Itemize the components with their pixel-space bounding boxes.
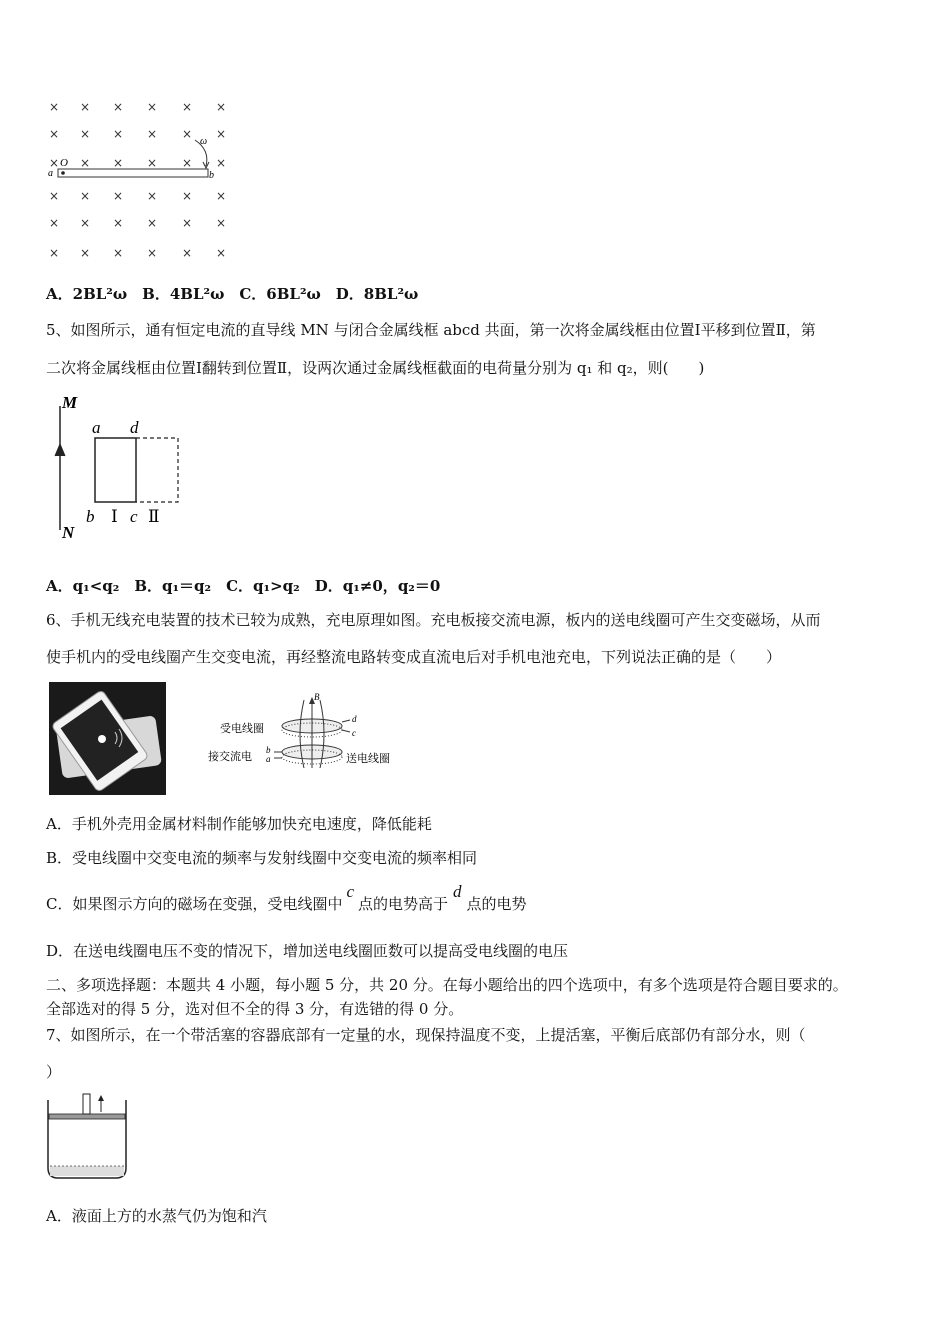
coil-diagram: [200, 690, 400, 780]
field-cross: ×: [147, 216, 158, 230]
field-cross: ×: [147, 100, 158, 114]
field-cross: ×: [113, 246, 124, 260]
q5-options: A．q₁<q₂ B．q₁＝q₂ C．q₁>q₂ D．q₁≠0，q₂＝0: [46, 577, 441, 595]
field-cross: ×: [182, 156, 193, 170]
label-a: a: [266, 754, 271, 764]
q6-stem-line1: 6、手机无线充电装置的技术已较为成熟，充电原理如图。充电板接交流电源，板内的送电线圈可产生交变磁场，从而: [46, 611, 821, 629]
wire-frame-figure: [50, 388, 200, 548]
up-arrow: [98, 1095, 104, 1101]
q6-option-c: [46, 882, 527, 914]
piston-rod: [83, 1094, 90, 1114]
label-d: d: [130, 418, 139, 437]
field-cross: ×: [182, 246, 193, 260]
field-cross: ×: [216, 246, 227, 260]
label-receive-coil: 受电线圈: [220, 722, 264, 735]
field-cross: ×: [49, 156, 60, 170]
field-cross: ×: [113, 127, 124, 141]
label-b: b: [86, 507, 95, 526]
field-cross: ×: [147, 156, 158, 170]
label-b: b: [266, 745, 271, 755]
label-B: B: [314, 692, 320, 702]
current-arrow: [55, 444, 65, 456]
q6-option-c-var1: c: [346, 882, 355, 901]
q6-option-b: B．受电线圈中交变电流的频率与发射线圈中交变电流的频率相同: [46, 849, 478, 867]
label-omega: ω: [200, 136, 208, 147]
piston: [49, 1114, 125, 1119]
q6-stem-line2: 使手机内的受电线圈产生交变电流，再经整流电路转变成直流电后对手机电池充电，下列说法正确的是（ ）: [46, 648, 782, 666]
label-M: M: [62, 393, 78, 412]
label-position-1: Ⅰ: [111, 507, 118, 527]
frame-position-2: [136, 438, 178, 502]
field-cross: ×: [216, 156, 227, 170]
label-ac-source: 接交流电: [208, 750, 252, 763]
label-position-2: Ⅱ: [148, 507, 160, 527]
field-cross: ×: [80, 127, 91, 141]
rod: [58, 169, 208, 177]
field-cross: ×: [113, 156, 124, 170]
q5-stem-line1: 5、如图所示，通有恒定电流的直导线 MN 与闭合金属线框 abcd 共面，第一次将金属线框由位置Ⅰ平移到位置Ⅱ，第: [46, 321, 816, 339]
field-cross: ×: [113, 216, 124, 230]
q6-option-c-pre: C．如果图示方向的磁场在变强，受电线圈中: [46, 895, 343, 913]
field-cross: ×: [113, 189, 124, 203]
label-send-coil: 送电线圈: [346, 752, 390, 765]
pivot-point: [61, 171, 65, 175]
field-cross: ×: [182, 189, 193, 203]
field-cross: ×: [80, 216, 91, 230]
field-cross: ×: [147, 246, 158, 260]
section2-line2: 全部选对的得 5 分，选对但不全的得 3 分，有选错的得 0 分。: [46, 1000, 464, 1018]
field-cross: ×: [49, 246, 60, 260]
label-a: a: [92, 418, 101, 437]
field-cross: ×: [80, 189, 91, 203]
field-cross: ×: [216, 127, 227, 141]
label-a: a: [48, 168, 53, 179]
label-c: c: [130, 507, 138, 526]
q7-option-a: A．液面上方的水蒸气仍为饱和汽: [46, 1207, 267, 1225]
label-b: b: [209, 170, 214, 181]
field-cross: ×: [147, 189, 158, 203]
field-cross: ×: [80, 246, 91, 260]
field-cross: ×: [182, 127, 193, 141]
frame-position-1: [95, 438, 136, 502]
field-cross: ×: [49, 216, 60, 230]
q6-option-d: D．在送电线圈电压不变的情况下，增加送电线圈匝数可以提高受电线圈的电压: [46, 942, 569, 960]
label-d: d: [352, 714, 357, 724]
field-cross: ×: [182, 216, 193, 230]
label-N: N: [62, 523, 75, 542]
field-cross: ×: [216, 189, 227, 203]
field-cross: ×: [49, 127, 60, 141]
field-cross: ×: [113, 100, 124, 114]
section2-line1: 二、多项选择题：本题共 4 小题，每小题 5 分，共 20 分。在每小题给出的四个选项中，有多个选项是符合题目要求的。: [46, 976, 848, 994]
field-cross: ×: [80, 100, 91, 114]
q6-option-c-post: 点的电势: [466, 895, 527, 913]
field-cross: ×: [216, 100, 227, 114]
field-cross: ×: [182, 100, 193, 114]
label-o: O: [60, 157, 68, 169]
piston-container-figure: [44, 1092, 134, 1184]
label-c: c: [352, 728, 356, 738]
field-crosses: [49, 100, 226, 260]
q4-options: A．2BL²ω B．4BL²ω C．6BL²ω D．8BL²ω: [46, 285, 419, 303]
q5-stem-line2: 二次将金属线框由位置Ⅰ翻转到位置Ⅱ，设两次通过金属线框截面的电荷量分别为 q₁ 和 q₂，则( ): [46, 359, 705, 377]
field-cross: ×: [216, 216, 227, 230]
field-cross: ×: [147, 127, 158, 141]
water-layer: [50, 1166, 124, 1176]
q6-option-c-var2: d: [453, 882, 462, 901]
rotating-rod-figure: [40, 92, 240, 262]
field-cross: ×: [49, 189, 60, 203]
q7-stem-line1: 7、如图所示，在一个带活塞的容器底部有一定量的水，现保持温度不变，上提活塞，平衡后底部仍有部分水，则（: [46, 1026, 806, 1044]
q6-option-a: A．手机外壳用金属材料制作能够加快充电速度，降低能耗: [46, 815, 432, 833]
q7-stem-line2: ）: [46, 1063, 62, 1081]
phone-charger-photo: [49, 682, 166, 795]
q6-option-c-mid: 点的电势高于: [358, 895, 449, 913]
field-cross: ×: [80, 156, 91, 170]
field-cross: ×: [49, 100, 60, 114]
